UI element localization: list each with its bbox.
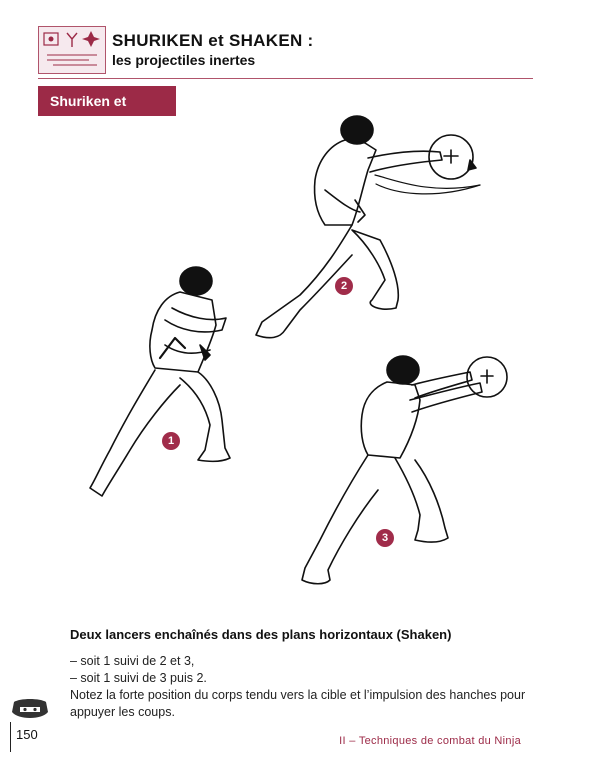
caption-line: – soit 1 suivi de 2 et 3,	[70, 654, 195, 668]
step-badge-3: 3	[376, 529, 394, 547]
chapter-title: SHURIKEN et SHAKEN :	[112, 31, 314, 50]
chapter-subtitle: les projectiles inertes	[112, 52, 256, 68]
step-badge-2: 2	[335, 277, 353, 295]
page-number: 150	[16, 727, 38, 742]
figure-step-3	[302, 356, 507, 584]
section-tab: Shuriken et Shaken 2	[38, 86, 176, 116]
caption-line: appuyer les coups.	[70, 705, 175, 719]
figure-step-2	[256, 116, 480, 338]
chapter-footer: II – Techniques de combat du Ninja	[339, 735, 521, 747]
figure-step-1	[90, 267, 230, 496]
caption-line: Notez la forte position du corps tendu vers la cible et l’impulsion des hanches pour	[70, 688, 526, 702]
ninja-mask-icon	[10, 698, 50, 722]
caption-line: – soit 1 suivi de 3 puis 2.	[70, 671, 207, 685]
page-number-rule	[10, 722, 11, 752]
step-badge-1: 1	[162, 432, 180, 450]
caption-title: Deux lancers enchaînés dans des plans horizontaux (Shaken)	[70, 627, 452, 642]
